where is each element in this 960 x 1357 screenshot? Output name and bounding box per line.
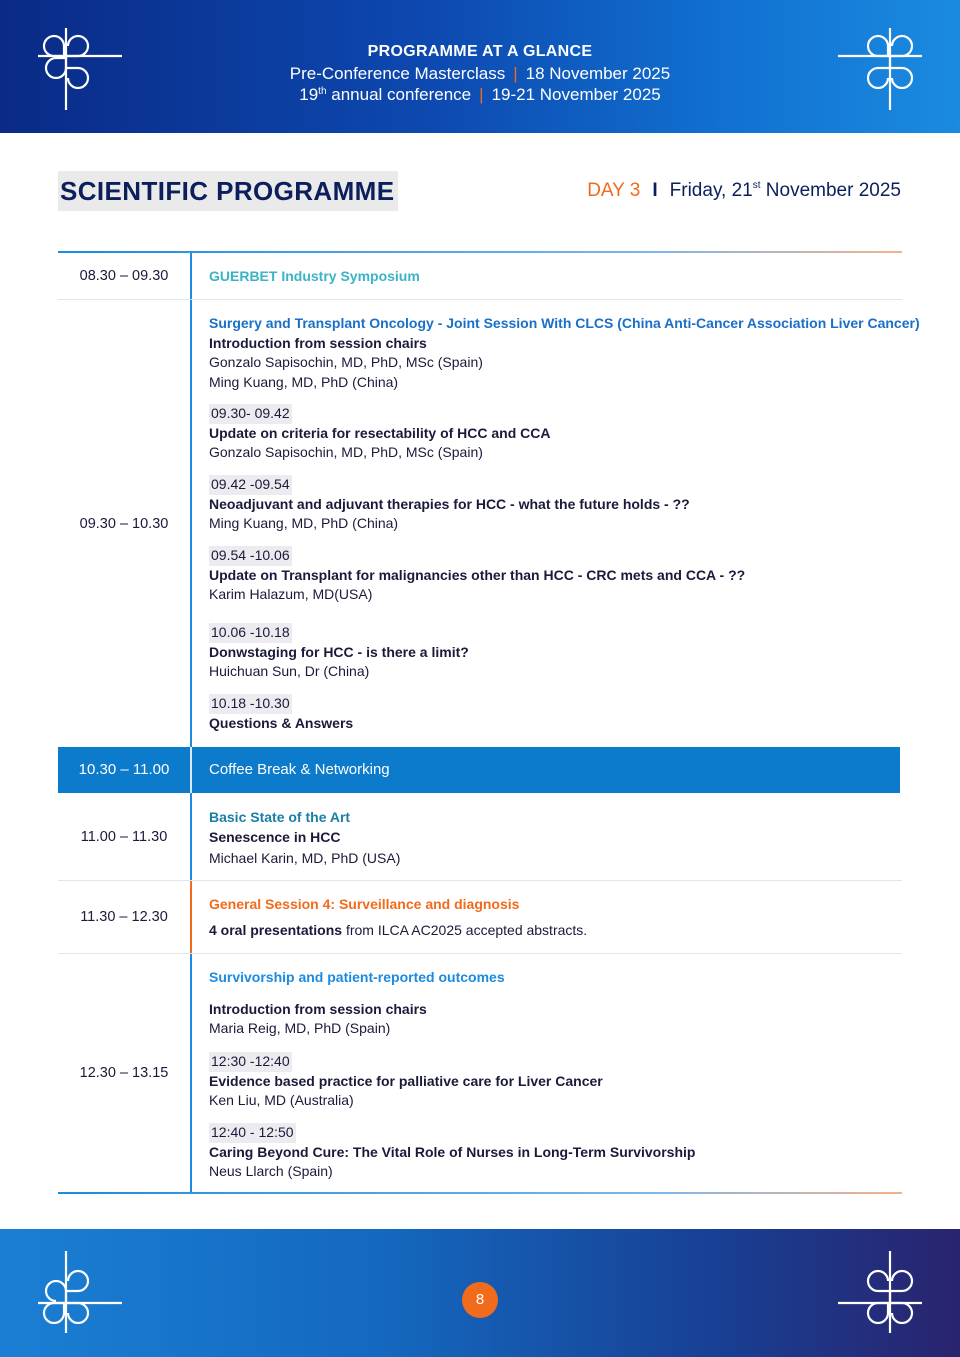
session-survivorship [209, 968, 505, 1039]
conference-number-suffix: th [318, 86, 327, 97]
session-time: 09.30 – 10.30 [79, 515, 169, 532]
talk-title: Update on criteria for resectability of HCC and CCA [209, 424, 551, 441]
session-basic-state-of-art [209, 808, 400, 869]
talk-item [209, 694, 353, 733]
talk-item [209, 404, 551, 463]
talk-time: 09.30- 09.42 [209, 404, 292, 424]
session-title: Survivorship and patient-reported outcomes [209, 969, 505, 985]
oral-presentations-desc: from ILCA AC2025 accepted abstracts. [345, 921, 588, 938]
session-title: GUERBET Industry Symposium [209, 268, 420, 284]
session-chair: Ming Kuang, MD, PhD (China) [209, 373, 399, 390]
conference-date: 19-21 November 2025 [491, 85, 661, 104]
talk-speaker: Ming Kuang, MD, PhD (China) [209, 515, 399, 531]
page-number-badge: 8 [462, 1282, 498, 1318]
masterclass-date: 18 November 2025 [525, 64, 671, 83]
session-intro: Introduction from session chairs [209, 334, 427, 351]
session-time: 11.00 – 11.30 [80, 829, 168, 845]
talk-speaker: Ken Liu, MD (Australia) [209, 1092, 354, 1108]
header-separator: | [513, 64, 518, 83]
talk-title: Neoadjuvant and adjuvant therapies for HCC - what the future holds - ?? [209, 495, 690, 512]
session-chair: Gonzalo Sapisochin, MD, PhD, MSc (Spain) [209, 354, 483, 370]
talk-item [209, 623, 469, 682]
masterclass-label: Pre-Conference Masterclass [289, 64, 506, 83]
talk-title: Senescence in HCC [209, 828, 341, 845]
session-time: 11.30 – 12.30 [80, 909, 168, 925]
talk-time: 10.18 -10.30 [209, 694, 292, 714]
header-conference-line [0, 85, 960, 105]
talk-title: Evidence based practice for palliative care for Liver Cancer [209, 1072, 603, 1089]
conference-label: annual conference [331, 85, 472, 104]
header-separator: | [479, 85, 484, 104]
date-month-year: November 2025 [765, 180, 901, 201]
session-time: 10.30 – 11.00 [78, 761, 170, 778]
header-title: PROGRAMME AT A GLANCE [367, 43, 593, 60]
talk-item [209, 1123, 695, 1182]
talk-speaker: Huichuan Sun, Dr (China) [209, 663, 370, 679]
talk-title: Donwstaging for HCC - is there a limit? [209, 643, 469, 660]
column-divider-orange [190, 881, 192, 953]
day-label: DAY 3 [587, 180, 641, 201]
oral-presentations-count: 4 oral presentations [209, 921, 343, 938]
ilca-knot-logo-icon [834, 1249, 924, 1335]
session-title: General Session 4: Surveillance and diagnosis [209, 896, 520, 912]
page-title: SCIENTIFIC PROGRAMME [58, 171, 398, 211]
talk-title: Questions & Answers [209, 714, 354, 731]
talk-item [209, 1052, 603, 1111]
talk-time: 12:40 - 12:50 [209, 1123, 296, 1143]
talk-speaker: Karim Halazum, MD(USA) [209, 586, 373, 602]
session-guerbet [209, 267, 420, 287]
talk-time: 09.54 -10.06 [209, 546, 292, 566]
talk-title: Update on Transplant for malignancies other than HCC - CRC mets and CCA - ?? [209, 566, 746, 583]
talk-item [209, 546, 745, 605]
session-description [209, 921, 587, 941]
date-prefix: Friday, 21 [669, 180, 753, 201]
talk-speaker: Gonzalo Sapisochin, MD, PhD, MSc (Spain) [209, 444, 483, 460]
talk-item [209, 475, 690, 534]
session-general-4 [209, 895, 587, 940]
talk-speaker: Neus Llarch (Spain) [209, 1163, 333, 1179]
session-title: Basic State of the Art [209, 809, 351, 825]
header-band [0, 0, 960, 133]
table-bottom-rule [58, 1192, 902, 1194]
ilca-knot-logo-icon [834, 26, 924, 112]
coffee-break-label: Coffee Break & Networking [209, 761, 390, 778]
talk-speaker: Michael Karin, MD, PhD (USA) [209, 850, 401, 866]
day-separator: I [652, 180, 658, 201]
header-masterclass-line [0, 64, 960, 84]
session-time: 08.30 – 09.30 [79, 268, 169, 284]
session-title: Surgery and Transplant Oncology - Joint Session With CLCS (China Anti-Cancer Association Liver Cancer) [209, 315, 920, 331]
column-divider [190, 747, 192, 793]
session-chair: Maria Reig, MD, PhD (Spain) [209, 1020, 391, 1036]
session-intro: Introduction from session chairs [209, 1000, 427, 1017]
talk-time: 10.06 -10.18 [209, 623, 292, 643]
ilca-knot-logo-icon [36, 1249, 126, 1335]
session-surgery-transplant [209, 314, 920, 392]
day-date-line [587, 180, 901, 202]
column-divider [190, 253, 192, 747]
talk-time: 12:30 -12:40 [209, 1052, 292, 1072]
column-divider [190, 953, 192, 1192]
conference-number: 19 [299, 85, 319, 104]
session-time: 12.30 – 13.15 [79, 1065, 169, 1081]
date-suffix-sup: st [752, 180, 761, 191]
coffee-break-row [58, 747, 900, 793]
talk-time: 09.42 -09.54 [209, 475, 292, 495]
column-divider [190, 793, 192, 881]
talk-title: Caring Beyond Cure: The Vital Role of Nurses in Long-Term Survivorship [209, 1143, 696, 1160]
